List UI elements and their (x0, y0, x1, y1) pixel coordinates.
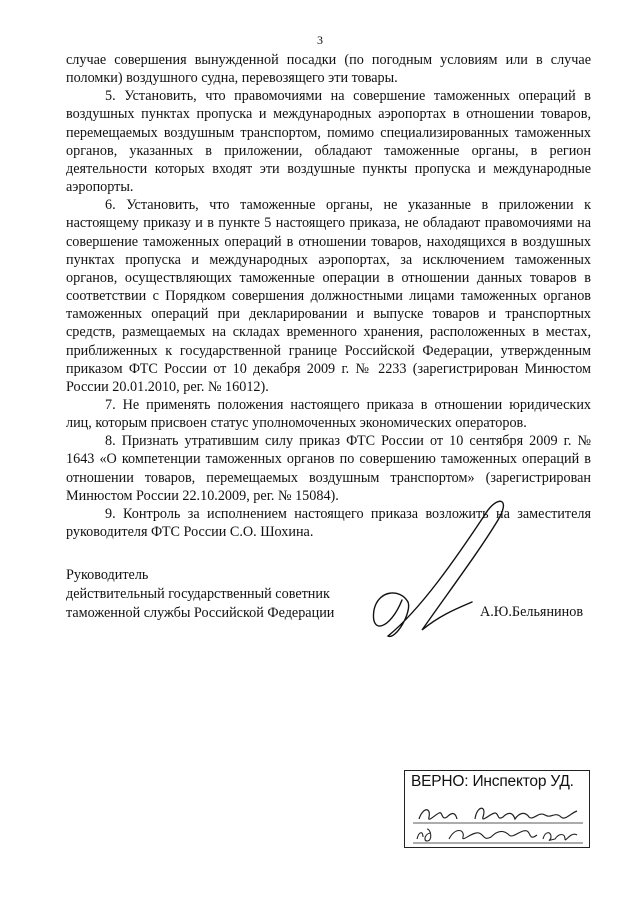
signatory-title-line-3: таможенной службы Российской Федерации (66, 605, 335, 621)
signatory-title-line-1: Руководитель (66, 567, 149, 583)
paragraph-6: 6. Установить, что таможенные органы, не указанные в приложении к настоящему приказу и в пункте 5 настоящего приказа, не обладают правомочиями на совершение таможенных операций в отношении товаров, находящихся в воздушных пунктах пропуска и международных аэропортах, за исключением таможенных органов, осуществляющих таможенные операции в отношении данных товаров в соответствии с Порядком совершения должностными лицами таможенных органов таможенных операций при декларировании и выпуске товаров и транспортных средств, размещаемых на складах временного хранения, расположенных в местах, приближенных к государственной границе Российской Федерации, утвержденным приказом ФТС России от 10 декабря 2009 г. № 2233 (зарегистрирован Минюстом России 20.01.2010, рег. № 16012). (66, 197, 591, 395)
paragraph-5: 5. Установить, что правомочиями на совершение таможенных операций в воздушных пунктах пропуска и международных аэропортах в отношении товаров, перемещаемых воздушным транспортом, помимо специализированных таможенных органов, указанных в приложении, обладают таможенные органы, в регион деятельности которых входят эти воздушные пункты пропуска и международные аэропорты. (66, 88, 591, 196)
paragraph-continuation: случае совершения вынужденной посадки (по погодным условиям или в случае поломки) воздушного судна, перевозящего эти товары. (66, 52, 591, 87)
handwritten-signature (360, 490, 520, 650)
paragraph-9: 9. Контроль за исполнением настоящего приказа возложить на заместителя руководителя ФТС России С.О. Шохина. (66, 505, 591, 541)
stamp-handwriting (405, 771, 591, 849)
stamp-title: ВЕРНО: Инспектор УД. (411, 773, 574, 790)
page-number: 3 (317, 33, 323, 47)
certification-stamp (404, 770, 590, 848)
signatory-name: А.Ю.Бельянинов (480, 604, 584, 620)
paragraph-8: 8. Признать утратившим силу приказ ФТС России от 10 сентября 2009 г. № 1643 «О компетенции таможенных органов по совершению таможенных операций в отношении товаров, перемещаемых воздушным транспортом» (зарегистрирован Минюстом России 22.10.2009, рег. № 15084). (66, 433, 591, 504)
signatory-title-line-2: действительный государственный советник (66, 586, 330, 602)
document-body (66, 51, 591, 541)
paragraph-7: 7. Не применять положения настоящего приказа в отношении юридических лиц, которым присвоен статус уполномоченных экономических операторов. (66, 396, 591, 432)
